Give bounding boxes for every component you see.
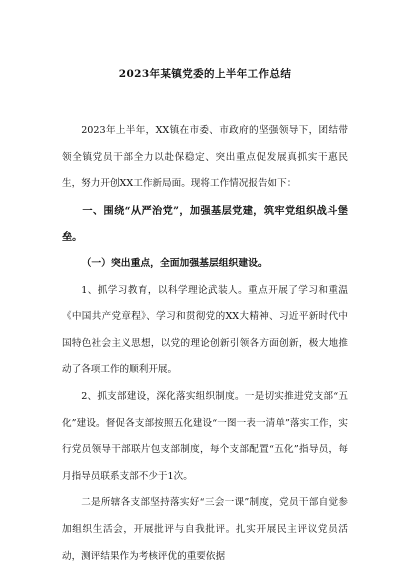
document-title: 2023年某镇党委的上半年工作总结 bbox=[118, 68, 292, 80]
body-paragraph-study: 1、抓学习教育，以科学理论武装人。重点开展了学习和重温《中国共产党章程》、学习和贯彻党的XX大精神、习近平新时代中国特色社会主义思想，以党的理论创新引领各方面创新，极大地推动了各项工作的顺利开展。 bbox=[62, 284, 348, 376]
body-paragraph-meetings: 二是所辖各支部坚持落实好“三会一课”制度，党员干部自觉参加组织生活会，开展批评与自我批评。扎实开展民主评议党员活动，测评结果作为考核评优的重要依据 bbox=[62, 497, 348, 562]
subsection-heading-1: （一）突出重点，全面加强基层组织建设。 bbox=[81, 257, 268, 269]
intro-paragraph: 2023年上半年，XX镇在市委、市政府的坚强领导下，团结带领全镇党员干部全力以赴保稳定、突出重点促发展真抓实干惠民生，努力开创XX工作新局面。现将工作情况报告如下： bbox=[62, 125, 348, 190]
document-body bbox=[62, 118, 348, 570]
section-heading-1: 一、围绕“从严治党”，加强基层党建，筑牢党组织战斗堡垒。 bbox=[62, 204, 348, 244]
body-paragraph-branch: 2、抓支部建设，深化落实组织制度。一是切实推进党支部“五化”建设。督促各支部按照五化建设“一图一表一清单”落实工作，实行党员领导干部联片包支部制度，每个支部配置“五化”指导员，每月指导员联系支部不少于1次。 bbox=[62, 390, 348, 482]
